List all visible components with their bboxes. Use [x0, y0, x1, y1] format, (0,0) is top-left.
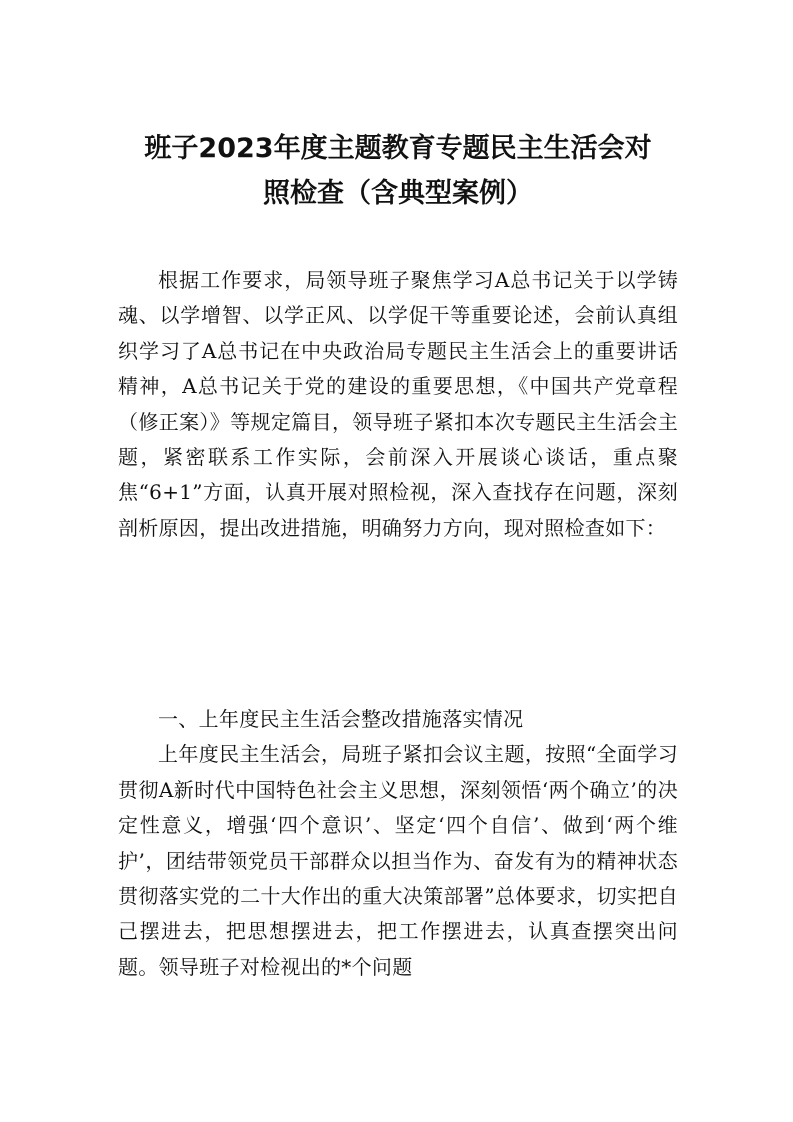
section-1 — [118, 702, 678, 985]
document-title-line-1: 班子2023年度主题教育专题民主生活会对 — [144, 133, 652, 164]
section-1-paragraph: 上年度民主生活会，局班子紧扣会议主题，按照“全面学习贯彻A新时代中国特色社会主义思想，深刻领悟‘两个确立’的决定性意义，增强‘四个意识’、坚定‘四个自信’、做到‘两个维护’，团结带领党员干部群众以担当作为、奋发有为的精神状态贯彻落实党的二十大作出的重大决策部署”总体要求，切实把自己摆进去，把思想摆进去，把工作摆进去，认真查摆突出问题。领导班子对检视出的*个问题 — [118, 742, 678, 979]
intro-paragraph: 根据工作要求，局领导班子聚焦学习A总书记关于以学铸魂、以学增智、以学正风、以学促干等重要论述，会前认真组织学习了A总书记在中央政治局专题民主生活会上的重要讲话精神，A总书记关于党的建设的重要思想，《中国共产党章程（修正案）》等规定篇目，领导班子紧扣本次专题民主生活会主题，紧密联系工作实际，会前深入开展谈心谈话，重点聚焦“6+1”方面，认真开展对照检视，深入查找存在问题，深刻剖析原因，提出改进措施，明确努力方向，现对照检查如下： — [118, 268, 678, 540]
section-1-heading: 一、上年度民主生活会整改措施落实情况 — [158, 707, 524, 731]
document-title-line-2: 照检查（含典型案例） — [263, 178, 533, 209]
intro-section — [118, 263, 678, 546]
